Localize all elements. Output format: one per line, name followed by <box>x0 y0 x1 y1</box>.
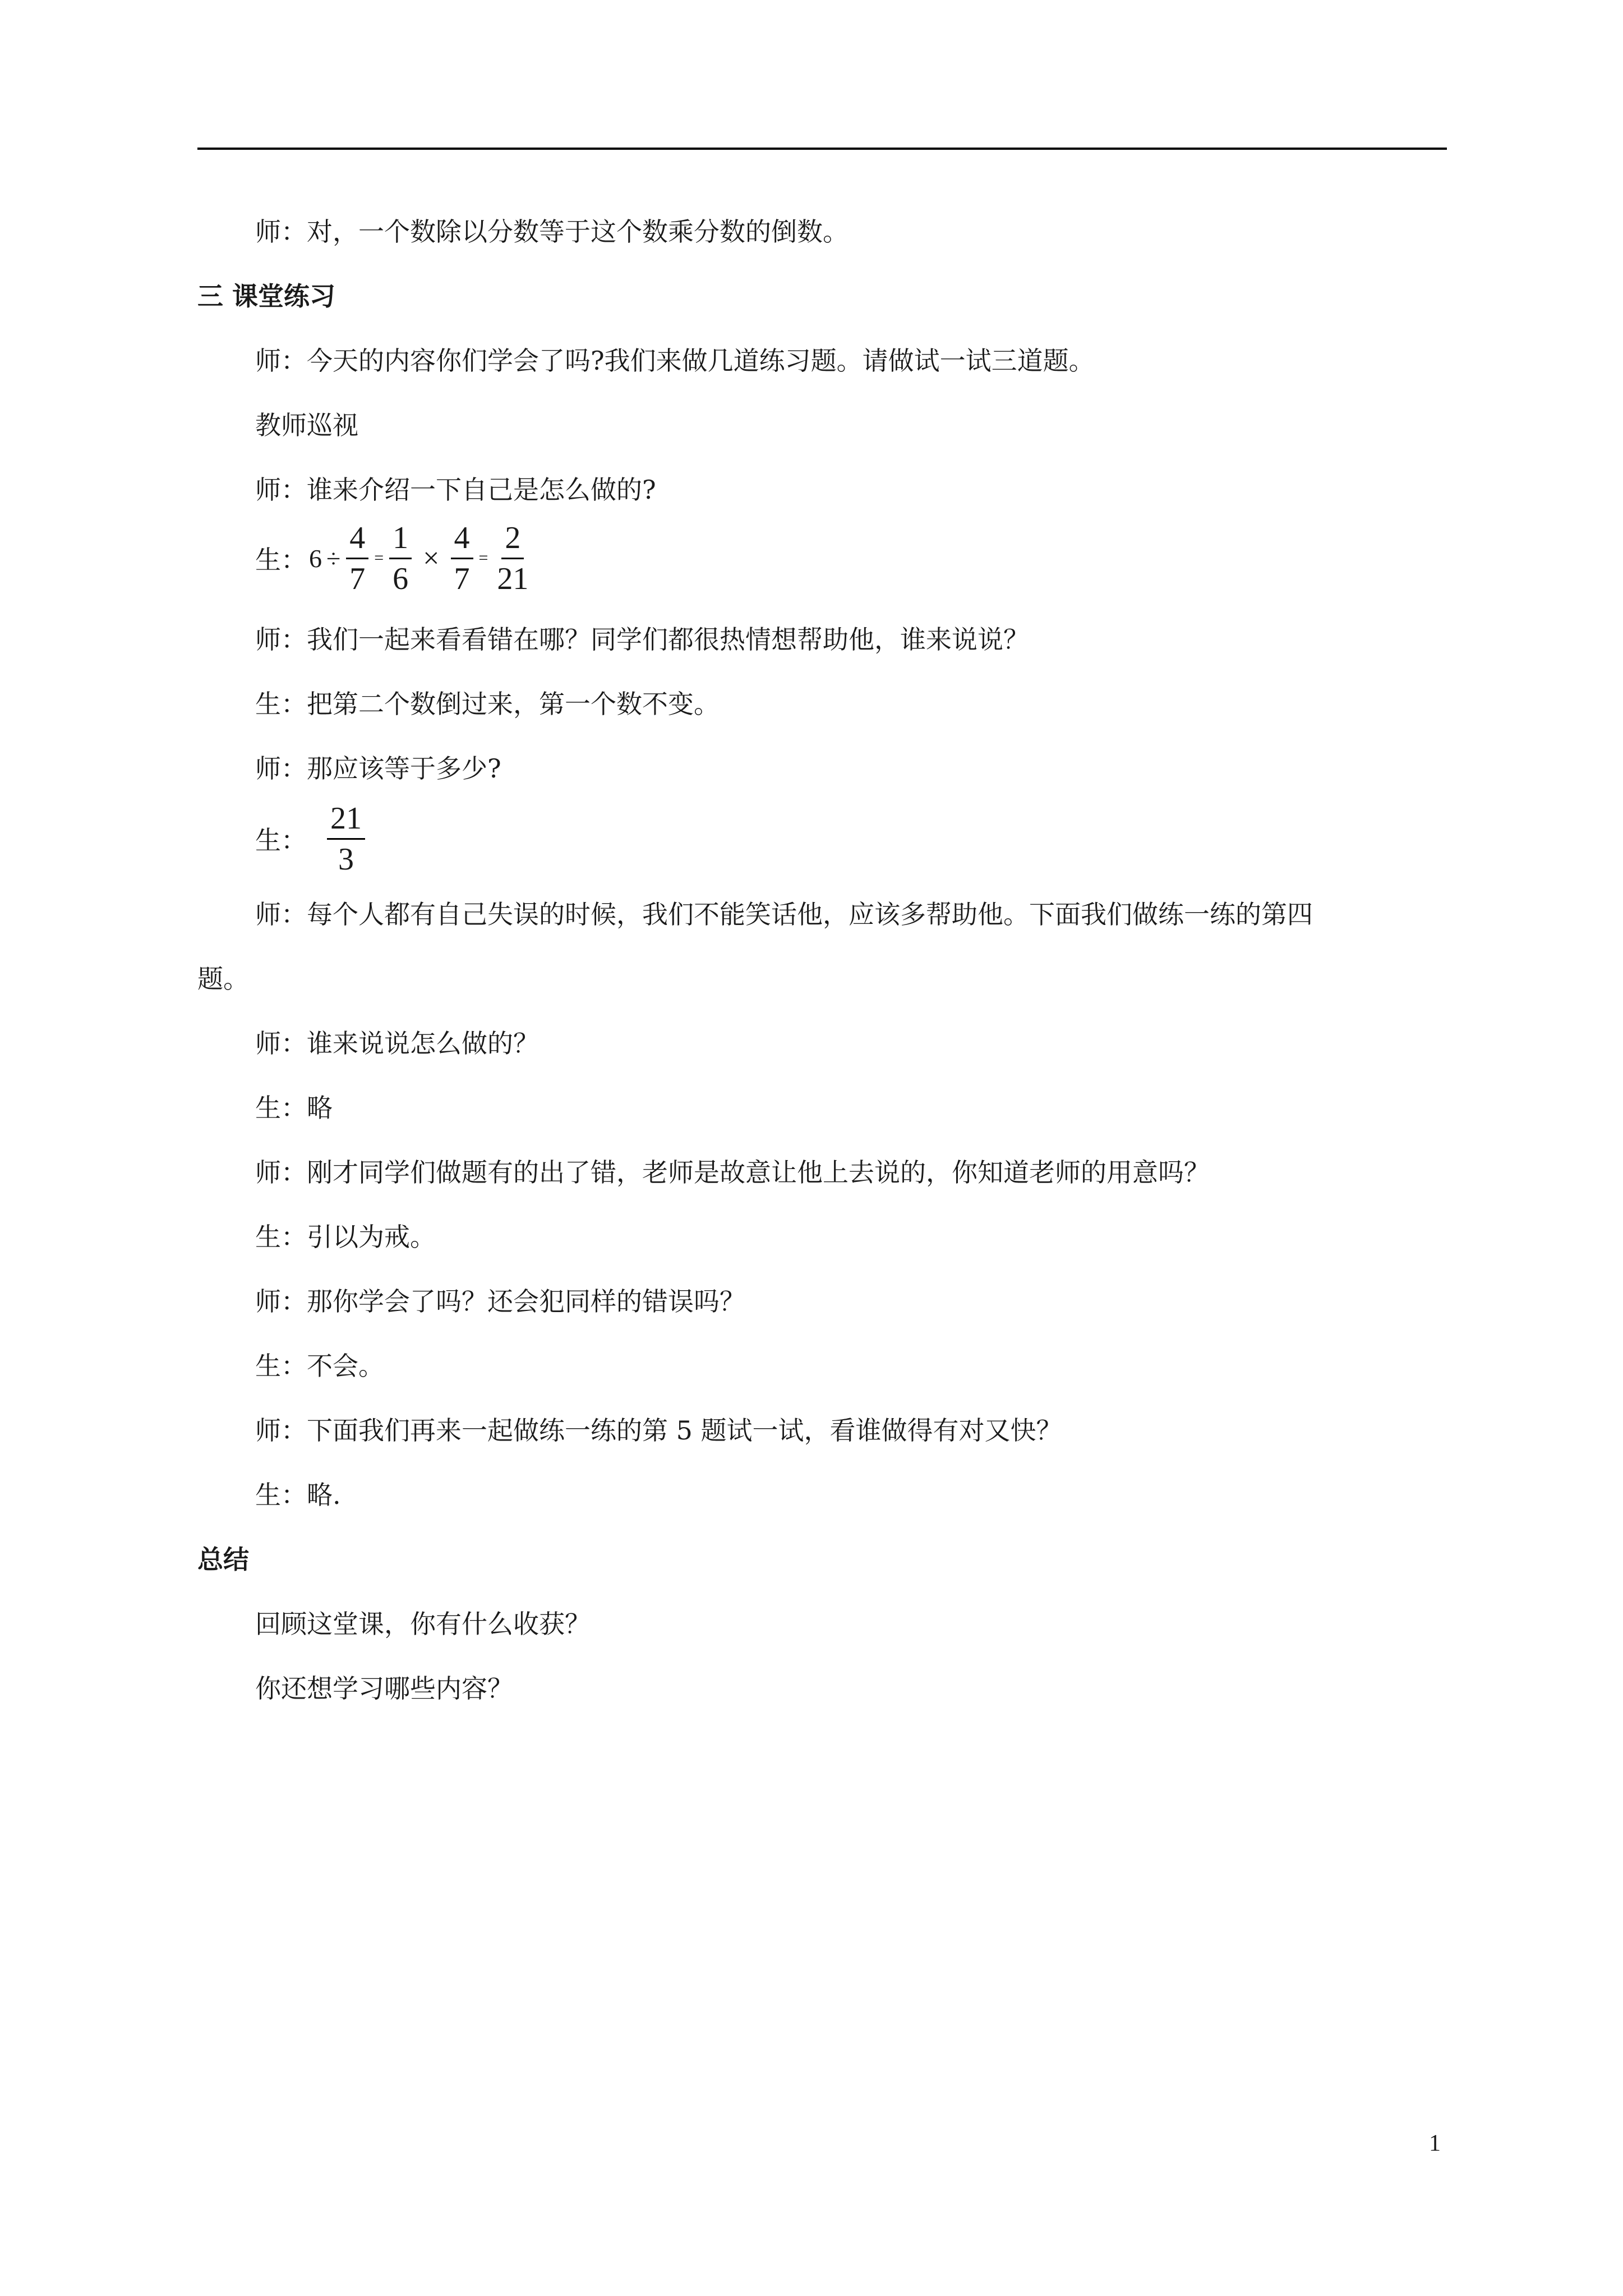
fraction-denominator: 6 <box>393 561 409 596</box>
equals-sign-second: = <box>478 549 488 567</box>
fraction-twentyone-thirds <box>327 801 365 877</box>
fraction-numerator: 4 <box>346 521 368 559</box>
text-line-student-omitted-second: 生：略. <box>255 1480 341 1510</box>
fraction-two-twentyfirsts <box>494 521 532 596</box>
text-line-teacher-exercise-five: 师：下面我们再来一起做练一练的第 5 题试一试，看谁做得有对又快？ <box>255 1415 1062 1446</box>
fraction-denominator: 7 <box>454 561 470 596</box>
fraction-denominator: 21 <box>497 561 529 596</box>
text-line-teacher-encourage-continued: 题。 <box>197 964 249 994</box>
text-line-teacher-encourage: 师：每个人都有自己失误的时候，我们不能笑话他，应该多帮助他。下面我们做练一练的第四 <box>255 899 1313 930</box>
student-correct-answer <box>255 797 368 881</box>
text-line-student-omitted: 生：略 <box>255 1093 333 1123</box>
fraction-one-sixth <box>389 521 412 596</box>
student-wrong-calculation <box>255 516 535 600</box>
section-heading-classroom-practice: 三 课堂练习 <box>197 281 336 311</box>
text-line-teacher-patrol: 教师巡视 <box>255 410 358 440</box>
fraction-denominator: 3 <box>338 841 354 877</box>
text-line-teacher-find-error: 师：我们一起来看看错在哪？同学们都很热情想帮助他，谁来说说？ <box>255 624 1029 655</box>
text-line-teacher-learned: 师：那你学会了吗？还会犯同样的错误吗？ <box>255 1286 745 1317</box>
text-line-teacher-ask: 师：谁来介绍一下自己是怎么做的? <box>255 475 656 505</box>
page-number: 1 <box>1429 2131 1441 2156</box>
fraction-four-sevenths <box>346 521 368 596</box>
text-line-teacher-result: 师：那应该等于多少? <box>255 753 501 784</box>
fraction-numerator: 4 <box>451 521 473 559</box>
fraction-numerator: 1 <box>389 521 412 559</box>
header-rule <box>197 148 1447 150</box>
fraction-denominator: 7 <box>349 561 366 596</box>
fraction-numerator: 21 <box>327 801 365 840</box>
speaker-label: 生： <box>255 825 307 855</box>
text-line-further-learning: 你还想学习哪些内容？ <box>255 1673 513 1704</box>
text-line-student-no: 生：不会。 <box>255 1351 384 1381</box>
equals-sign: = <box>374 549 384 567</box>
text-line-student-explain: 生：把第二个数倒过来，第一个数不变。 <box>255 689 720 719</box>
fraction-numerator: 2 <box>501 521 524 559</box>
divide-sign: ÷ <box>326 544 341 573</box>
multiply-sign: × <box>423 542 440 574</box>
section-heading-summary: 总结 <box>197 1544 249 1575</box>
speaker-label: 生： <box>255 545 307 575</box>
whole-number: 6 <box>309 544 322 573</box>
text-line-teacher-how: 师：谁来说说怎么做的？ <box>255 1028 539 1059</box>
text-line-review: 回顾这堂课，你有什么收获？ <box>255 1609 591 1639</box>
text-line-teacher-definition: 师：对，一个数除以分数等于这个数乘分数的倒数。 <box>255 217 849 247</box>
text-line-teacher-practice: 师：今天的内容你们学会了吗?我们来做几道练习题。请做试一试三道题。 <box>255 346 1095 376</box>
text-line-teacher-intention: 师：刚才同学们做题有的出了错，老师是故意让他上去说的，你知道老师的用意吗？ <box>255 1157 1210 1188</box>
text-line-student-lesson: 生：引以为戒。 <box>255 1222 436 1252</box>
fraction-four-sevenths-second <box>451 521 473 596</box>
